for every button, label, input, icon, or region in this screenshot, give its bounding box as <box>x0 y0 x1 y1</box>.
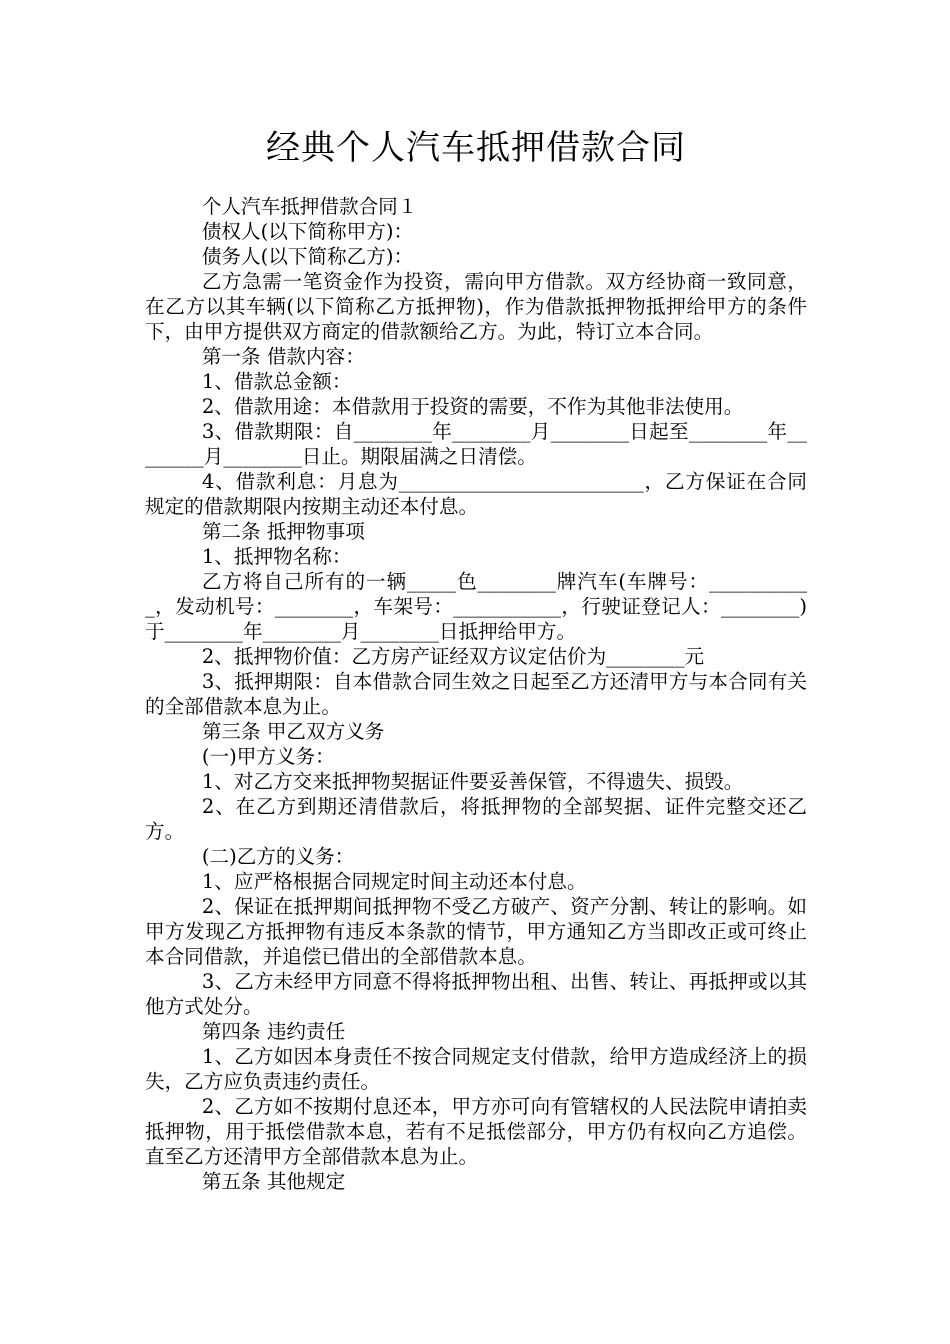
loan-term: 3、借款期限：自________年________月________日起至________年________月________日止。期限届满之日清偿。 <box>145 420 807 468</box>
contract-subtitle: 个人汽车抵押借款合同１ <box>201 195 418 218</box>
creditor-line: 债权人(以下简称甲方)： <box>201 220 414 243</box>
liability-clause-1: 1、乙方如因本身责任不按合同规定支付借款，给甲方造成经济上的损失，乙方应负责违约责任。 <box>145 1045 807 1093</box>
party-a-duties-heading: (一)甲方义务： <box>201 745 335 768</box>
collateral-description: 乙方将自己所有的一辆_____色________牌汽车(车牌号：___________，发动机号：________，车架号：___________，行驶证登记人：________)于________年________月________日抵押给甲方。 <box>145 570 807 643</box>
article-3-heading: 第三条 甲乙双方义务 <box>201 720 385 743</box>
party-a-duty-2: 2、在乙方到期还清借款后，将抵押物的全部契据、证件完整交还乙方。 <box>145 795 807 843</box>
document-title: 经典个人汽车抵押借款合同 <box>266 128 686 168</box>
party-b-duty-2: 2、保证在抵押期间抵押物不受乙方破产、资产分割、转让的影响。如甲方发现乙方抵押物有违反本条款的情节，甲方通知乙方当即改正或可终止本合同借款，并追偿已借出的全部借款本息。 <box>145 895 807 968</box>
article-5-heading: 第五条 其他规定 <box>201 1170 346 1193</box>
collateral-name: 1、抵押物名称： <box>201 545 352 568</box>
loan-purpose: 2、借款用途：本借款用于投资的需要，不作为其他非法使用。 <box>201 395 744 418</box>
collateral-value: 2、抵押物价值：乙方房产证经双方议定估价为________元 <box>201 645 705 668</box>
collateral-period: 3、抵押期限：自本借款合同生效之日起至乙方还清甲方与本合同有关的全部借款本息为止。 <box>145 670 807 718</box>
document-page <box>145 118 807 1194</box>
party-b-duties-heading: (二)乙方的义务： <box>201 845 355 868</box>
article-1-heading: 第一条 借款内容： <box>201 345 365 368</box>
loan-interest: 4、借款利息：月息为_________________________，乙方保证在合同规定的借款期限内按期主动还本付息。 <box>145 470 807 518</box>
loan-total-amount: 1、借款总金额： <box>201 370 352 393</box>
party-b-duty-3: 3、乙方未经甲方同意不得将抵押物出租、出售、转让、再抵押或以其他方式处分。 <box>145 970 807 1018</box>
party-b-duty-1: 1、应严格根据合同规定时间主动还本付息。 <box>201 870 587 893</box>
party-a-duty-1: 1、对乙方交来抵押物契据证件要妥善保管，不得遗失、损毁。 <box>201 770 744 793</box>
article-4-heading: 第四条 违约责任 <box>201 1020 346 1043</box>
debtor-line: 债务人(以下简称乙方)： <box>201 245 414 268</box>
article-2-heading: 第二条 抵押物事项 <box>201 520 365 543</box>
preamble-paragraph: 乙方急需一笔资金作为投资，需向甲方借款。双方经协商一致同意，在乙方以其车辆(以下简称乙方抵押物)，作为借款抵押物抵押给甲方的条件下，由甲方提供双方商定的借款额给乙方。为此，特订立本合同。 <box>145 270 807 343</box>
liability-clause-2: 2、乙方如不按期付息还本，甲方亦可向有管辖权的人民法院申请拍卖抵押物，用于抵偿借款本息，若有不足抵偿部分，甲方仍有权向乙方追偿。直至乙方还清甲方全部借款本息为止。 <box>145 1095 807 1168</box>
